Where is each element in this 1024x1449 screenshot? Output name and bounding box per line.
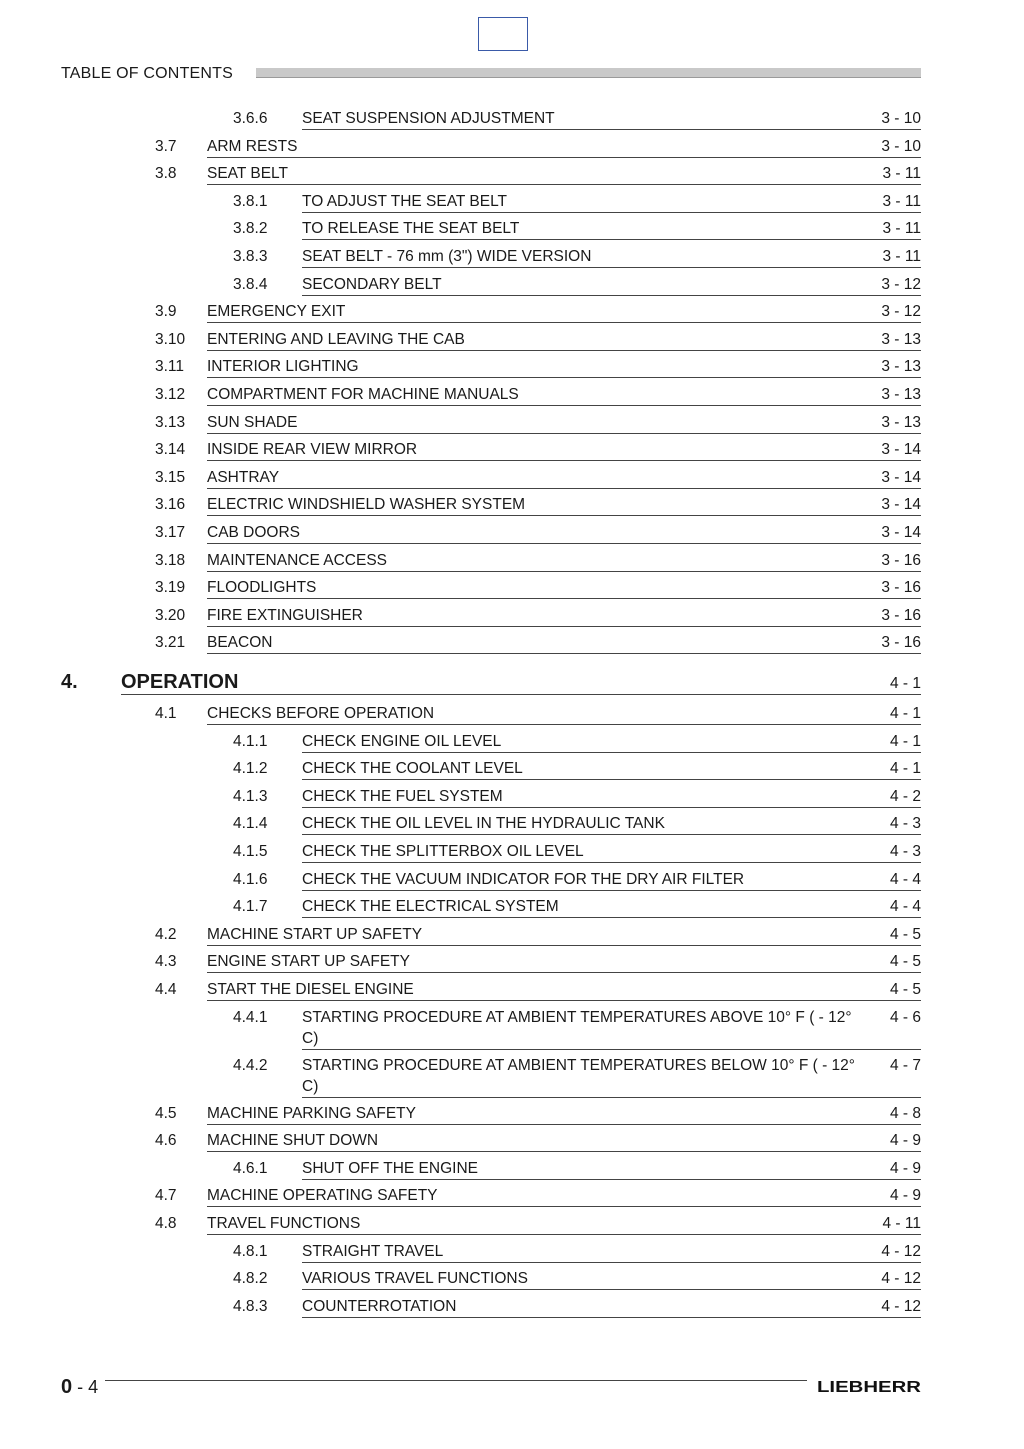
toc-section-number: 3.20: [155, 606, 186, 624]
toc-page-number: 4 - 12: [881, 1297, 921, 1315]
toc-section-title[interactable]: [302, 813, 921, 835]
toc-section-number: 3.21: [155, 634, 186, 652]
toc-page-number: 3 - 16: [881, 634, 921, 652]
toc-section-number: 4.8.3: [233, 1297, 268, 1315]
toc-section-title[interactable]: [121, 670, 921, 695]
toc-section-number: 4.7: [155, 1187, 177, 1205]
toc-page-number: 4 - 1: [889, 732, 921, 750]
toc-title-text: MAINTENANCE ACCESS: [207, 551, 388, 569]
toc-page-number: 3 - 11: [882, 165, 921, 183]
toc-page-number: 4 - 12: [881, 1270, 921, 1288]
toc-title-text: COMPARTMENT FOR MACHINE MANUALS: [207, 386, 519, 403]
toc-page-number: 3 - 11: [882, 248, 921, 265]
toc-section-title[interactable]: [302, 191, 921, 213]
toc-section-number: 4.1.1: [233, 732, 268, 750]
toc-title-text: COUNTERROTATION: [302, 1297, 457, 1315]
toc-page-number: 3 - 14: [881, 524, 921, 541]
toc-section-title[interactable]: [207, 979, 921, 1001]
toc-title-text: FLOODLIGHTS: [207, 579, 317, 597]
toc-section-title[interactable]: [302, 786, 921, 808]
toc-page-number: 3 - 16: [881, 551, 921, 569]
toc-section-number: 3.9: [155, 303, 177, 321]
footer-rule: [105, 1380, 807, 1381]
toc-page-number: 3 - 12: [881, 303, 921, 321]
toc-page-number: 4 - 4: [889, 898, 921, 916]
toc-section-number: 4.8.1: [233, 1242, 268, 1260]
toc-section-title[interactable]: [207, 522, 921, 544]
toc-section-number: 3.8.3: [233, 248, 268, 265]
toc-section-number: 3.8.4: [233, 275, 268, 293]
liebherr-logo: [816, 1378, 922, 1394]
toc-title-text: SEAT SUSPENSION ADJUSTMENT: [302, 110, 555, 127]
toc-title-text: TRAVEL FUNCTIONS: [207, 1215, 361, 1232]
toc-title-text: MACHINE OPERATING SAFETY: [207, 1187, 438, 1205]
toc-title-text: CHECK THE COOLANT LEVEL: [302, 760, 523, 778]
toc-page-number: 4 - 6: [889, 1008, 921, 1026]
toc-page-number: 3 - 10: [881, 110, 921, 127]
footer-page-number: [61, 1376, 98, 1399]
toc-title-text: CAB DOORS: [207, 524, 301, 541]
toc-title-text: START THE DIESEL ENGINE: [207, 981, 414, 998]
toc-section-number: 3.17: [155, 524, 186, 541]
toc-section-title[interactable]: [207, 301, 921, 323]
toc-section-number: 4.4.2: [233, 1056, 268, 1074]
toc-page-number: 3 - 14: [881, 468, 921, 486]
toc-title-text: CHECK THE OIL LEVEL IN THE HYDRAULIC TANK: [302, 815, 665, 833]
toc-section-title[interactable]: [207, 924, 921, 946]
toc-page-number: 3 - 13: [881, 413, 921, 431]
toc-section-number: 4.6.1: [233, 1159, 268, 1177]
toc-section-number: 3.19: [155, 579, 186, 597]
toc-title-text: OPERATION: [121, 671, 239, 693]
toc-title-text: ASHTRAY: [207, 468, 280, 486]
toc-page-number: 4 - 9: [889, 1187, 921, 1205]
toc-section-number: 4.8: [155, 1215, 177, 1232]
toc-section-number: 4.1.2: [233, 760, 268, 778]
toc-title-text: SEAT BELT: [207, 165, 288, 183]
toc-title-text: TO RELEASE THE SEAT BELT: [302, 220, 520, 238]
toc-title-text: STRAIGHT TRAVEL: [302, 1242, 444, 1260]
toc-title-text: INSIDE REAR VIEW MIRROR: [207, 441, 418, 459]
toc-title-text: FIRE EXTINGUISHER: [207, 606, 363, 624]
toc-page-number: 3 - 11: [882, 192, 921, 210]
toc-page-number: 4 - 5: [889, 953, 921, 971]
toc-page-number: 3 - 10: [881, 137, 921, 155]
toc-section-number: 3.6.6: [233, 110, 268, 127]
toc-section-title[interactable]: [207, 550, 921, 572]
footer-page: 4: [88, 1377, 99, 1397]
toc-section-title[interactable]: [207, 356, 921, 378]
toc-section-number: 4.1.5: [233, 843, 268, 860]
footer-separator: -: [77, 1377, 84, 1397]
toc-page-number: 3 - 16: [881, 606, 921, 624]
toc-section-title[interactable]: [207, 384, 921, 406]
toc-section-title[interactable]: [302, 274, 921, 296]
toc-section-title[interactable]: [302, 869, 921, 891]
toc-title-text: ENGINE START UP SAFETY: [207, 953, 410, 971]
toc-section-title[interactable]: [302, 1055, 921, 1098]
toc-title-text: MACHINE PARKING SAFETY: [207, 1104, 416, 1122]
toc-section-title[interactable]: [207, 1130, 921, 1152]
toc-section-title[interactable]: [302, 218, 921, 240]
toc-page-number: 4 - 3: [889, 843, 921, 860]
toc-section-title[interactable]: [302, 731, 921, 753]
toc-section-title[interactable]: [207, 163, 921, 185]
toc-section-number: 4.8.2: [233, 1270, 268, 1288]
toc-title-text: BEACON: [207, 634, 273, 652]
toc-section-title[interactable]: [207, 605, 921, 627]
toc-section-number: 4.4: [155, 981, 177, 998]
toc-page-number: 3 - 11: [882, 220, 921, 238]
toc-section-title[interactable]: [302, 108, 921, 130]
toc-page-number: 3 - 13: [881, 386, 921, 403]
toc-section-title[interactable]: [207, 412, 921, 434]
toc-page-number: 4 - 5: [889, 925, 921, 943]
toc-section-title[interactable]: [207, 632, 921, 654]
toc-section-title[interactable]: [207, 1185, 921, 1207]
brand-wordmark: LIEBHERR: [817, 1379, 922, 1394]
toc-section-title[interactable]: [302, 1007, 921, 1050]
toc-section-number: 3.15: [155, 468, 186, 486]
toc-section-title[interactable]: [207, 577, 921, 599]
toc-section-title[interactable]: [207, 1213, 921, 1235]
toc-section-title[interactable]: [207, 136, 921, 158]
toc-section-number: 3.7: [155, 137, 177, 155]
toc-section-number: 3.11: [155, 358, 185, 376]
toc-section-number: 3.16: [155, 496, 186, 514]
toc-page-number: 4 - 2: [889, 787, 921, 805]
toc-page-number: 4 - 3: [889, 815, 921, 833]
toc-page-number: 3 - 14: [881, 496, 921, 514]
toc-title-text: SUN SHADE: [207, 413, 298, 431]
toc-section-number: 4.5: [155, 1104, 177, 1122]
toc-page-number: 3 - 14: [881, 441, 921, 459]
toc-section-title[interactable]: [302, 1296, 921, 1318]
toc-page-number: 4 - 1: [889, 760, 921, 778]
toc-section-title[interactable]: [302, 246, 921, 268]
toc-title-text: ARM RESTS: [207, 137, 298, 155]
toc-page-number: 4 - 4: [889, 870, 921, 888]
toc-title-text: ELECTRIC WINDSHIELD WASHER SYSTEM: [207, 496, 526, 514]
toc-title-text: SHUT OFF THE ENGINE: [302, 1159, 478, 1177]
toc-section-number: 4.1.3: [233, 787, 268, 805]
footer-chapter: 0: [61, 1376, 73, 1398]
toc-section-title[interactable]: [207, 467, 921, 489]
toc-page-number: 4 - 9: [889, 1132, 921, 1150]
toc-section-title[interactable]: [207, 494, 921, 516]
toc-section-title[interactable]: [207, 951, 921, 973]
toc-page-number: 4 - 8: [889, 1104, 921, 1122]
toc-page-number: 4 - 9: [889, 1159, 921, 1177]
toc-page-number: 3 - 12: [881, 275, 921, 293]
toc-title-text: SECONDARY BELT: [302, 275, 442, 293]
toc-title-text: CHECK THE SPLITTERBOX OIL LEVEL: [302, 843, 584, 860]
toc-page-number: 4 - 7: [889, 1056, 921, 1074]
toc-section-number: 3.18: [155, 551, 186, 569]
toc-section-title[interactable]: [302, 758, 921, 780]
toc-title-text: EMERGENCY EXIT: [207, 303, 346, 321]
toc-page-number: 4 - 1: [889, 675, 921, 692]
toc-title-text: TO ADJUST THE SEAT BELT: [302, 192, 508, 210]
toc-section-number: 4.1.4: [233, 815, 268, 833]
toc-section-number: 4.4.1: [233, 1008, 268, 1026]
toc-section-title[interactable]: [207, 703, 921, 725]
toc-title-text: CHECKS BEFORE OPERATION: [207, 705, 435, 722]
toc-section-number: 4.2: [155, 925, 177, 943]
toc-section-title[interactable]: [302, 1158, 921, 1180]
toc-title-text: CHECK ENGINE OIL LEVEL: [302, 732, 502, 750]
toc-title-text: CHECK THE FUEL SYSTEM: [302, 787, 503, 805]
toc-title-text: STARTING PROCEDURE AT AMBIENT TEMPERATURES ABOVE 10° F ( - 12° C): [302, 1008, 852, 1047]
toc-title-text: CHECK THE VACUUM INDICATOR FOR THE DRY AIR FILTER: [302, 870, 745, 888]
toc-title-text: ENTERING AND LEAVING THE CAB: [207, 330, 465, 348]
toc-section-title[interactable]: [302, 841, 921, 863]
toc-section-number: 4.1: [155, 705, 177, 722]
toc-section-number: 3.14: [155, 441, 186, 459]
toc-page-number: 3 - 13: [881, 330, 921, 348]
toc-section-title[interactable]: [302, 1241, 921, 1263]
toc-title-text: MACHINE SHUT DOWN: [207, 1132, 379, 1150]
toc-section-number: 3.8: [155, 165, 177, 183]
toc-title-text: MACHINE START UP SAFETY: [207, 925, 423, 943]
toc-title-text: INTERIOR LIGHTING: [207, 358, 359, 376]
toc-section-number: 3.8.2: [233, 220, 268, 238]
toc-title-text: STARTING PROCEDURE AT AMBIENT TEMPERATURES BELOW 10° F ( - 12° C): [302, 1056, 855, 1095]
toc-section-number: 3.12: [155, 386, 186, 403]
toc-section-title[interactable]: [207, 329, 921, 351]
toc-section-number: 4.3: [155, 953, 177, 971]
toc-section-number: 3.8.1: [233, 192, 268, 210]
toc-section-number: 4.: [61, 671, 78, 693]
page-title: TABLE OF CONTENTS: [61, 65, 234, 82]
toc-section-number: 3.13: [155, 413, 186, 431]
toc-title-text: CHECK THE ELECTRICAL SYSTEM: [302, 898, 559, 916]
toc-section-title[interactable]: [207, 439, 921, 461]
toc-section-number: 4.1.7: [233, 898, 268, 916]
toc-section-title[interactable]: [302, 896, 921, 918]
toc-page-number: 4 - 5: [889, 981, 921, 998]
toc-section-title[interactable]: [207, 1103, 921, 1125]
toc-section-number: 3.10: [155, 330, 186, 348]
toc-page-number: 4 - 12: [881, 1242, 921, 1260]
toc-page-number: 4 - 11: [882, 1215, 921, 1232]
toc-page-number: 4 - 1: [889, 705, 921, 722]
toc-section-number: 4.1.6: [233, 870, 268, 888]
toc-page-number: 3 - 16: [881, 579, 921, 597]
toc-section-number: 4.6: [155, 1132, 177, 1150]
toc-section-title[interactable]: [302, 1268, 921, 1290]
toc-page-number: 3 - 13: [881, 358, 921, 376]
toc-title-text: VARIOUS TRAVEL FUNCTIONS: [302, 1270, 528, 1288]
toc-title-text: SEAT BELT - 76 mm (3") WIDE VERSION: [302, 248, 592, 265]
